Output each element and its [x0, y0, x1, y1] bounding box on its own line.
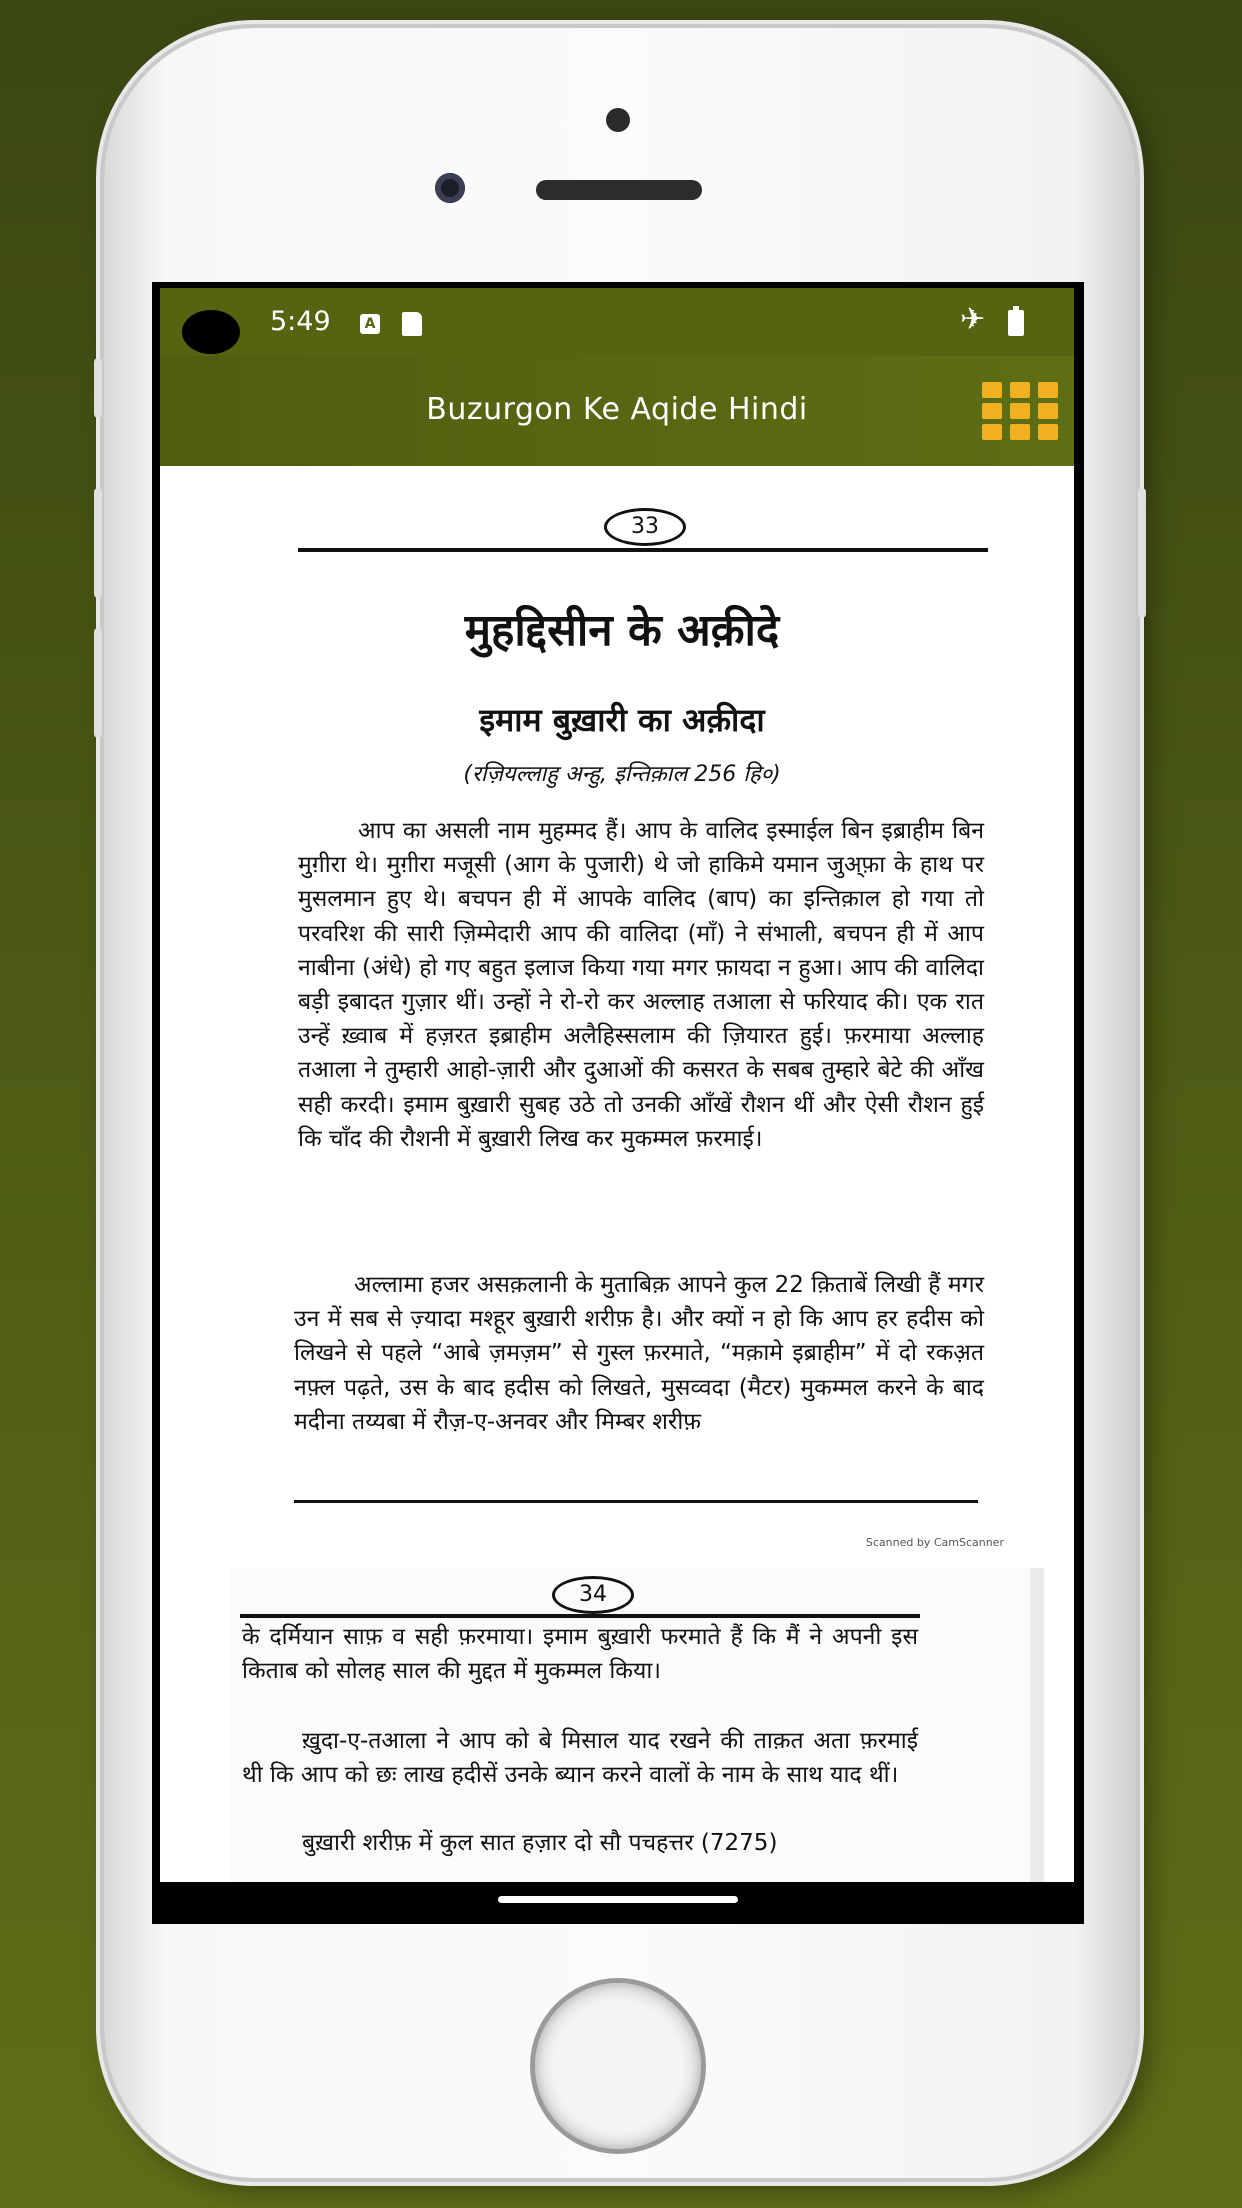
- home-gesture-bar[interactable]: [498, 1896, 738, 1903]
- volume-down-button: [94, 628, 102, 738]
- page-number: 33: [604, 508, 686, 546]
- section-title: इमाम बुख़ारी का अक़ीदा: [479, 701, 765, 739]
- phone-screen: [152, 282, 1084, 1924]
- app-title: Buzurgon Ke Aqide Hindi: [426, 392, 808, 427]
- scanner-watermark: Scanned by CamScanner: [865, 1536, 1004, 1549]
- section-note: (रज़ियल्लाहु अन्हु, इन्तिक़ाल 256 हि०): [463, 762, 781, 787]
- a-notification-icon: A: [360, 314, 380, 334]
- power-button: [1138, 488, 1146, 618]
- sd-card-icon: [402, 312, 422, 336]
- grid-menu-icon[interactable]: [982, 382, 1058, 444]
- page-number: 34: [552, 1576, 634, 1614]
- camera-cutout: [182, 310, 240, 354]
- status-bar: [160, 288, 1074, 356]
- book-page-33: [232, 488, 1012, 1548]
- mute-switch: [94, 358, 102, 418]
- navigation-bar: [152, 1882, 1084, 1924]
- home-button[interactable]: [535, 1983, 701, 2149]
- top-rule: [240, 1614, 920, 1618]
- chapter-title: मुहद्दिसीन के अक़ीदे: [464, 605, 780, 656]
- airplane-mode-icon: ✈: [960, 302, 986, 337]
- proximity-sensor: [606, 108, 630, 132]
- app-bar: [160, 356, 1074, 466]
- paragraph: के दर्मियान साफ़ व सही फ़रमाया। इमाम बुख़ारी फरमाते हैं कि मैं ने अपनी इस किताब को सोलह साल की मुद्दत में मुकम्मल किया।: [242, 1624, 918, 1685]
- top-rule: [298, 548, 988, 552]
- paragraph: बुख़ारी शरीफ़ में कुल सात हज़ार दो सौ पचहत्तर (7275): [302, 1830, 778, 1856]
- earpiece-speaker: [536, 180, 702, 200]
- battery-icon: [1008, 310, 1024, 336]
- paragraph: ख़ुदा-ए-तआला ने आप को बे मिसाल याद रखने की ताक़त अता फ़रमाई थी कि आप को छः लाख हदीसें उनके ब्यान करने वालों के नाम के साथ याद थीं।: [242, 1728, 918, 1789]
- volume-up-button: [94, 488, 102, 598]
- book-page-viewer[interactable]: [160, 466, 1074, 1882]
- book-page-34: [230, 1568, 1044, 1882]
- bottom-rule: [294, 1500, 978, 1503]
- paragraph: आप का असली नाम मुहम्मद हैं। आप के वालिद इस्माईल बिन इब्राहीम बिन मुग़ीरा थे। मुग़ीरा मजूसी (आग के पुजारी) थे जो हाकिमे यमान जुअ्फ़ा के हाथ पर मुसलमान हुए थे। बचपन ही में आपके वालिद (बाप) का इन्तिक़ाल हो गया तो परवरिश की सारी ज़िम्मेदारी आप की वालिदा (माँ) ने संभाली, बचपन ही में आप नाबीना (अंधे) हो गए बहुत इलाज किया गया मगर फ़ायदा न हुआ। आप की वालिदा बड़ी इबादत गुज़ार थीं। उन्हों ने रो-रो कर अल्लाह तआला से फरियाद की। एक रात उन्हें ख़्वाब में हज़रत इब्राहीम अलैहिस्सलाम की ज़ियारत हुई। फ़रमाया अल्लाह तआला ने तुम्हारी आहो-ज़ारी और दुआओं की कसरत के सबब तुम्हारे बेटे की आँख सही करदी। इमाम बुख़ारी सुबह उठे तो उनकी आँखें रौशन थीं और ऐसी रौशन हुई कि चाँद की रौशनी में बुख़ारी लिख कर मुकम्मल फ़रमाई।: [298, 818, 984, 1152]
- status-time: 5:49: [270, 306, 331, 337]
- paragraph: अल्लामा हजर असक़लानी के मुताबिक़ आपने कुल 22 क़िताबें लिखी हैं मगर उन में सब से ज़्यादा मश्हूर बुख़ारी शरीफ़ है। और क्यों न हो कि आप हर हदीस को लिखने से पहले “आबे ज़मज़म” से गुस्ल फ़रमाते, “मक़ामे इब्राहीम” में दो रकअ़त नफ़्ल पढ़ते, उस के बाद हदीस को लिखते, मुसव्वदा (मैटर) मुकम्मल करने के बाद मदीना तय्यबा में रौज़-ए-अनवर और मिम्बर शरीफ़: [294, 1272, 984, 1435]
- front-camera: [435, 173, 465, 203]
